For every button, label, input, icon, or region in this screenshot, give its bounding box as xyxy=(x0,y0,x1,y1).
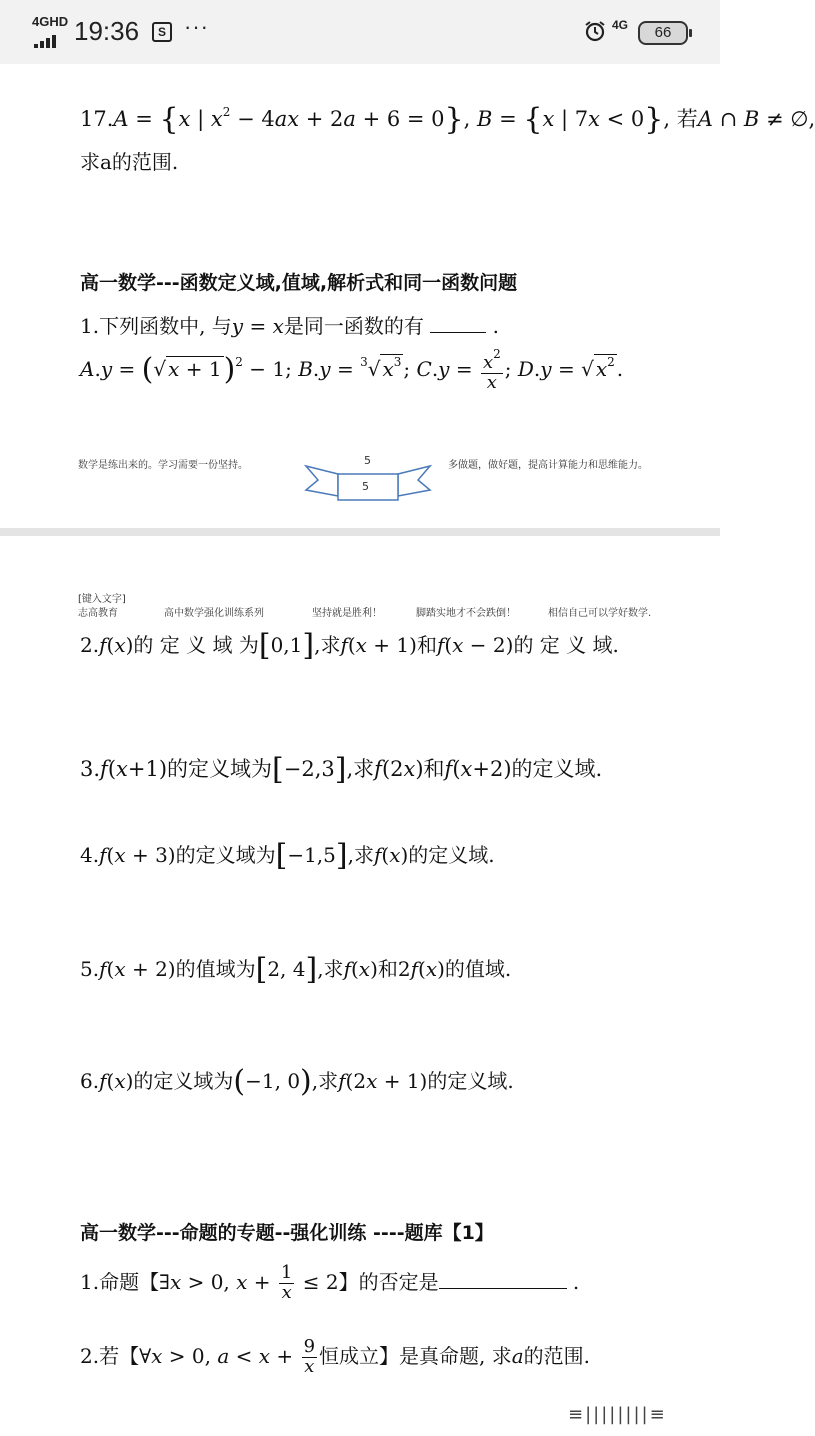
network-type-right: 4G xyxy=(612,18,629,32)
network-type: 4GHD xyxy=(32,14,69,29)
question-1-text2: 是同一函数的有 xyxy=(283,314,424,338)
q4-text4: 的定义域. xyxy=(408,843,495,867)
q2-text1: 的 定 义 域 为 xyxy=(133,633,259,657)
q6-text1: 的定义域为 xyxy=(133,1069,234,1093)
header-item-1: 志高教育 xyxy=(78,608,118,619)
ruo-text: 若 xyxy=(676,107,698,131)
question-6: 6.f(x)的定义域为(−1, 0),求f(2x + 1)的定义域. xyxy=(80,1064,514,1099)
q4-text1: 的定义域为 xyxy=(175,843,276,867)
question-5: 5.f(x + 2)的值域为[2, 4],求f(x)和2f(x)的值域. xyxy=(80,952,512,987)
page-divider xyxy=(0,528,720,536)
header-item-4: 脚踏实地才不会跌倒！ xyxy=(416,608,516,619)
section-heading-functions: 高一数学---函数定义域,值域,解析式和同一函数问题 xyxy=(80,272,518,294)
footer-page-number: 5 xyxy=(364,454,371,467)
q5-text1: 的值域为 xyxy=(175,957,256,981)
q6-text4: 的定义域. xyxy=(427,1069,514,1093)
answer-blank-2 xyxy=(439,1270,567,1289)
proposition-1: 1.命题【∃x > 0, x + $\frac{1}{x}$ ≤ 2】的否定是 . xyxy=(80,1262,580,1303)
question-2: 2.f(x)的 定 义 域 为[0,1],求f(x + 1)和f(x − 2)的 定 义 域. xyxy=(80,628,619,663)
header-item-5: 相信自己可以学好数学. xyxy=(548,608,652,619)
question-4: 4.f(x + 3)的定义域为[−1,5],求f(x)的定义域. xyxy=(80,838,495,873)
question-1-options: A.y = (√ x + 1)$^2$ − 1; B.y = $^3$√ $x^3$ ; C.y = $\frac{x^2}{x}$ ; D.y = √ $x^2$ . xyxy=(80,347,624,393)
q3-text3: 和 xyxy=(423,757,445,781)
q2-text4: 的 定 义 域. xyxy=(513,633,619,657)
alarm-icon xyxy=(584,20,606,42)
status-bar xyxy=(0,0,720,64)
battery-icon: 66 xyxy=(638,21,688,45)
q4-num: 4. xyxy=(80,843,100,867)
q4-text2: ,求 xyxy=(347,843,374,867)
q6-text2: ,求 xyxy=(311,1069,339,1093)
p2-text1: 2.若【 xyxy=(80,1343,140,1368)
more-notifications-icon: ··· xyxy=(184,14,209,39)
q6-num: 6. xyxy=(80,1069,100,1093)
q5-num: 5. xyxy=(80,957,100,981)
footer-right: 多做题，做好题，提高计算能力和思维能力。 xyxy=(448,460,648,471)
footer-left: 数学是练出来的。学习需要一份坚持。 xyxy=(78,460,248,471)
p2-text2: 恒成立】是真命题, 求 xyxy=(319,1343,512,1368)
question-1: 1.下列函数中, 与y = x是同一函数的有 . xyxy=(80,314,499,338)
q3-text4: 的定义域. xyxy=(511,757,603,781)
q2-num: 2. xyxy=(80,633,100,657)
q5-text4: 的值域. xyxy=(444,957,512,981)
q5-text2: ,求 xyxy=(317,957,344,981)
problem-17: 17.A = {x | $x^2 - 4ax + 2a + 6 = 0$}, B = {x | 7x < 0}, 若A ∩ B ≠ ∅, xyxy=(80,102,815,137)
q2-text3: 和 xyxy=(416,633,437,657)
question-3: 3.f(x+1)的定义域为[−2,3],求f(2x)和f(x+2)的定义域. xyxy=(80,752,603,787)
header-item-3: 坚持就是胜利！ xyxy=(312,608,382,619)
q5-text3: 和2 xyxy=(377,957,411,981)
q3-text2: ,求 xyxy=(346,757,375,781)
answer-blank xyxy=(430,314,486,333)
signal-icon xyxy=(34,30,58,42)
p1-text2: 】的否定是 xyxy=(338,1269,439,1294)
header-placeholder: [键入文字] xyxy=(78,594,126,605)
problem-number: 17. xyxy=(80,107,114,131)
p2-text3: 的范围. xyxy=(523,1343,591,1368)
footer-page-badge: 5 xyxy=(362,480,369,493)
app-notification-icon: S xyxy=(152,22,172,42)
q3-text1: 的定义域为 xyxy=(167,757,273,781)
p1-text1: 1.命题【 xyxy=(80,1269,160,1294)
question-1-text: 1.下列函数中, 与 xyxy=(80,314,232,338)
clock: 19:36 xyxy=(74,16,140,46)
problem-17-tail: 求a的范围. xyxy=(80,150,179,174)
proposition-2: 2.若【∀x > 0, a < x + $\frac{9}{x}$ 恒成立】是真命题, 求a的范围. xyxy=(80,1336,591,1377)
gesture-nav-bar[interactable]: ≡||||||||≡ xyxy=(568,1404,667,1425)
header-item-2: 高中数学强化训练系列 xyxy=(164,608,264,619)
section-heading-propositions: 高一数学---命题的专题--强化训练 ----题库【1】 xyxy=(80,1222,494,1244)
q2-text2: ,求 xyxy=(314,633,341,657)
q3-num: 3. xyxy=(80,757,101,781)
